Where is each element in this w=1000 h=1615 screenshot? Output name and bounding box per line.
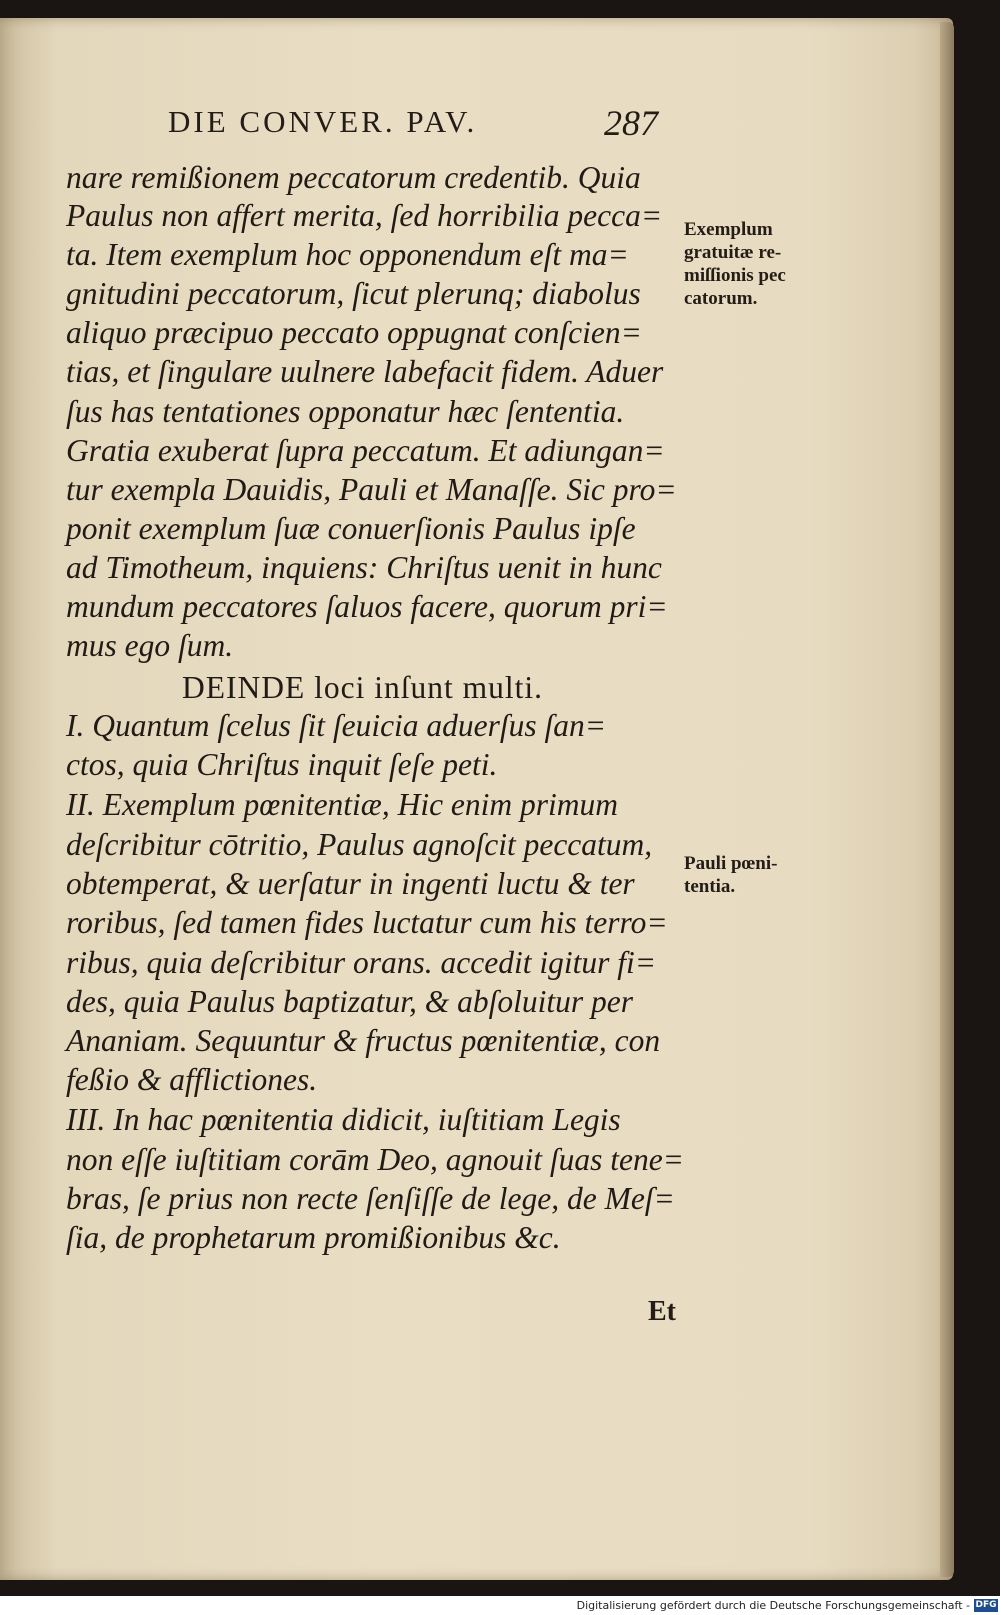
marginal-note-poenitentia <box>684 852 777 898</box>
marginal-note-exemplum <box>684 218 786 310</box>
text-line: mundum peccatores ſaluos facere, quorum pri= <box>66 589 668 624</box>
marginal-note-line: tentia. <box>684 876 736 897</box>
text-line: ribus, quia deſcribitur orans. accedit igitur fi= <box>66 945 656 980</box>
text-line: III. In hac pœnitentia didicit, iuſtitiam Legis <box>66 1102 621 1137</box>
marginal-note-line: catorum. <box>684 288 758 309</box>
text-line: tur exempla Dauidis, Pauli et Manaſſe. Sic pro= <box>66 472 677 507</box>
text-line: Gratia exuberat ſupra peccatum. Et adiungan= <box>66 433 665 468</box>
text-line: bras, ſe prius non recte ſenſiſſe de lege, de Meſ= <box>66 1181 675 1216</box>
text-line: ta. Item exemplum hoc opponendum eſt ma= <box>66 237 629 272</box>
text-line: Ananiam. Sequuntur & fructus pœnitentiæ, con <box>66 1023 661 1058</box>
dfg-logo-icon: DFG <box>975 1600 997 1610</box>
funding-credit: Digitalisierung gefördert durch die Deutsche Forschungsgemeinschaft - <box>576 1599 970 1612</box>
text-line: deſcribitur cōtritio, Paulus agnoſcit peccatum, <box>66 827 653 862</box>
catchword: Et <box>648 1296 676 1327</box>
page-number: 287 <box>604 103 658 143</box>
section-heading: DEINDE loci inſunt multi. <box>182 670 543 705</box>
text-line: tias, et ſingulare uulnere labefacit fidem. Aduer <box>66 354 664 389</box>
text-line: nare remißionem peccatorum credentib. Quia <box>66 160 641 195</box>
text-line: ctos, quia Chriſtus inquit ſeſe peti. <box>66 747 498 782</box>
marginal-note-line: Pauli pœni- <box>684 853 778 874</box>
marginal-note-line: miſſionis pec <box>684 265 786 286</box>
text-line: Paulus non affert merita, ſed horribilia pecca= <box>66 198 663 233</box>
marginal-note-line: gratuitæ re- <box>684 242 782 263</box>
text-line: non eſſe iuſtitiam corām Deo, agnouit ſuas tene= <box>66 1142 684 1177</box>
text-line: mus ego ſum. <box>66 628 234 663</box>
text-line: roribus, ſed tamen fides luctatur cum his terro= <box>66 905 668 940</box>
footer-bar <box>0 1596 1000 1615</box>
text-line: ad Timotheum, inquiens: Chriſtus uenit in hunc <box>66 550 662 585</box>
text-line: des, quia Paulus baptizatur, & abſoluitur per <box>66 984 634 1019</box>
text-line: ſus has tentationes opponatur hæc ſententia. <box>66 394 625 429</box>
text-line: ſia, de prophetarum promißionibus &c. <box>66 1220 561 1255</box>
text-line: gnitudini peccatorum, ſicut plerunq; diabolus <box>66 276 641 311</box>
text-line: I. Quantum ſcelus ſit ſeuicia aduerſus ſan= <box>66 708 607 743</box>
page-edge <box>940 22 954 1577</box>
text-line: obtemperat, & uerſatur in ingenti luctu & ter <box>66 866 635 901</box>
text-line: aliquo præcipuo peccato oppugnat conſcien= <box>66 315 642 350</box>
marginal-note-line: Exemplum <box>684 219 773 240</box>
text-line: II. Exemplum pœnitentiæ, Hic enim primum <box>66 787 619 822</box>
text-line: ponit exemplum ſuæ conuerſionis Paulus ipſe <box>66 511 636 546</box>
running-head: DIE CONVER. PAV. <box>168 104 478 139</box>
text-line: feßio & afflictiones. <box>66 1062 318 1097</box>
